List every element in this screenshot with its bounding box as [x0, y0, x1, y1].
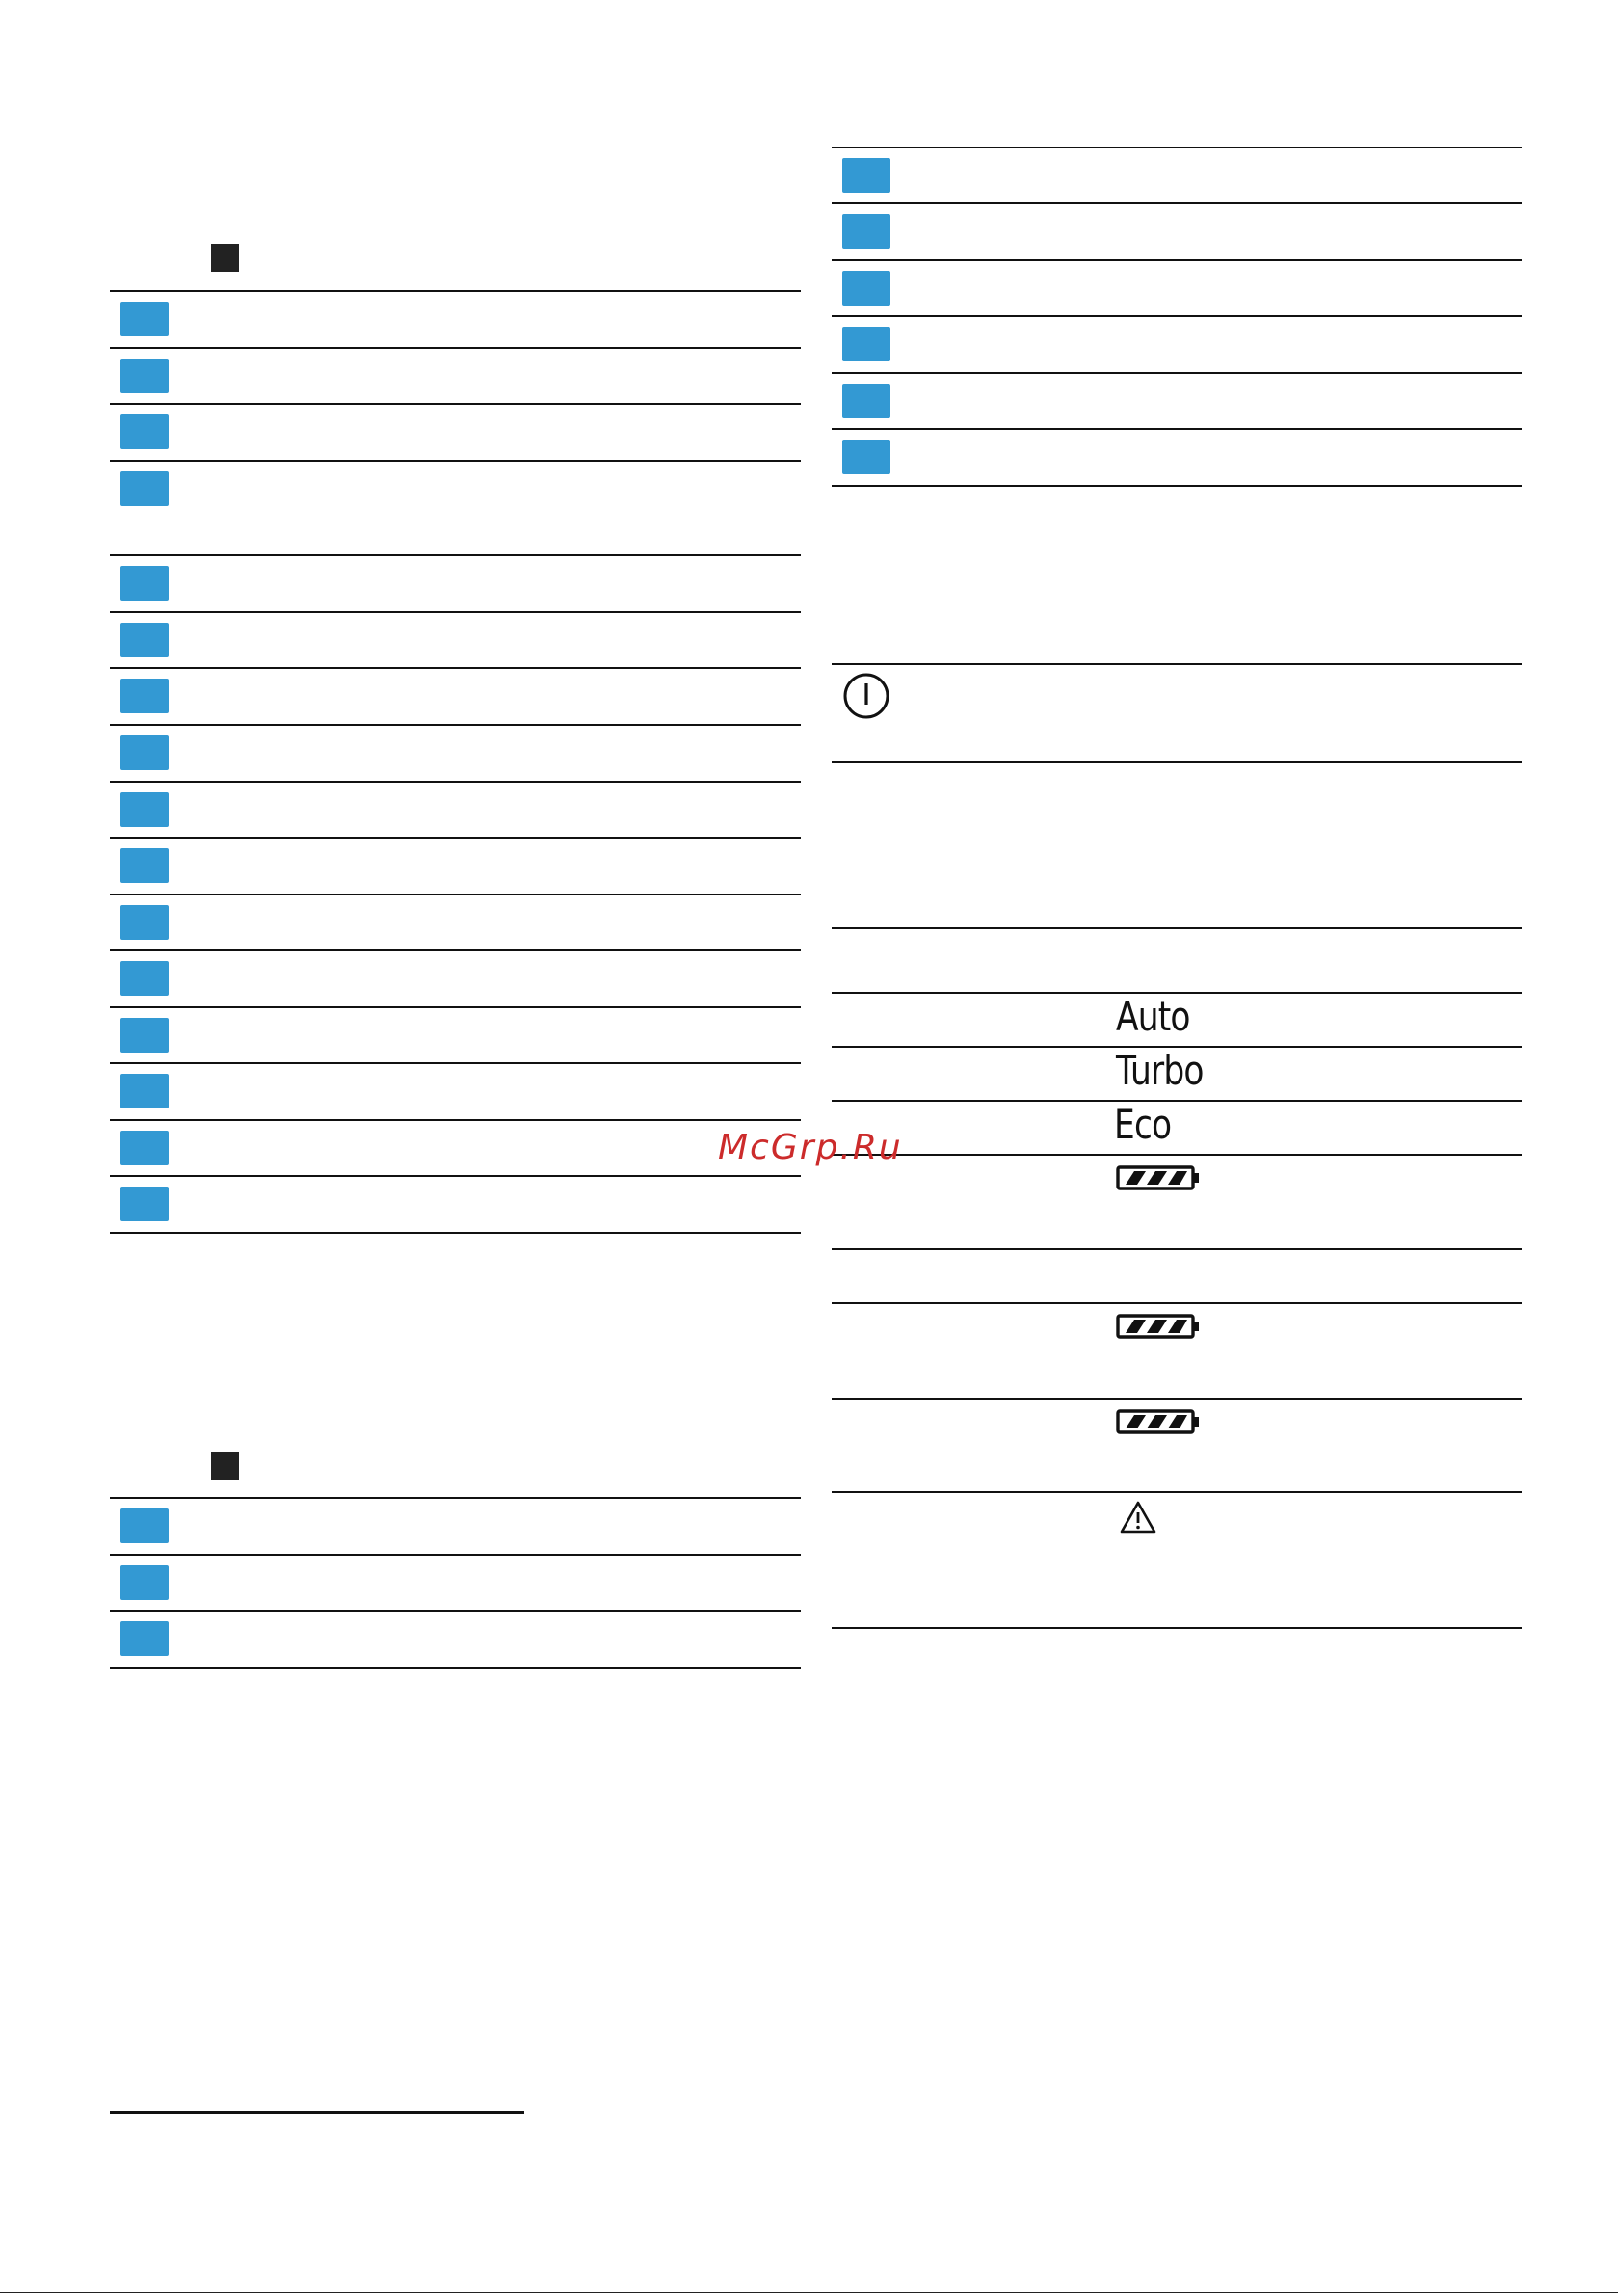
number-badge [120, 1187, 169, 1221]
row-divider [110, 1006, 801, 1008]
row-divider [832, 1100, 1522, 1102]
number-badge [120, 1565, 169, 1600]
number-badge [842, 158, 890, 193]
row-divider [110, 1062, 801, 1064]
power-row-top-rule [832, 663, 1522, 665]
row-divider [110, 724, 801, 726]
number-badge [120, 792, 169, 827]
warning-icon [1118, 1499, 1158, 1535]
mode-label-eco: Eco [1114, 1101, 1172, 1148]
number-badge [120, 1018, 169, 1053]
table-b-top-rule [110, 1497, 801, 1499]
section-a-marker-square [211, 244, 239, 272]
battery-icon [1116, 1164, 1201, 1191]
row-divider [110, 403, 801, 405]
row-divider [832, 1154, 1522, 1156]
table-c-top-rule [832, 147, 1522, 148]
row-divider [832, 1398, 1522, 1400]
row-divider [110, 949, 801, 951]
mode-table-top-rule [832, 927, 1522, 929]
number-badge [120, 359, 169, 393]
battery-icon [1116, 1408, 1201, 1435]
row-divider [832, 428, 1522, 430]
watermark-text: McGrp.Ru [718, 1128, 903, 1167]
table-a-top-rule [110, 290, 801, 292]
number-badge [120, 1508, 169, 1543]
row-divider [832, 1302, 1522, 1304]
number-badge [120, 566, 169, 601]
battery-icon [1116, 1313, 1201, 1340]
number-badge [120, 679, 169, 713]
row-divider [110, 554, 801, 556]
number-badge [120, 1621, 169, 1656]
mode-label-auto: Auto [1116, 993, 1190, 1040]
row-divider [832, 372, 1522, 374]
mode-label-turbo: Turbo [1116, 1047, 1204, 1094]
number-badge [842, 440, 890, 474]
row-divider [110, 667, 801, 669]
row-divider [110, 460, 801, 462]
number-badge [120, 623, 169, 657]
number-badge [120, 735, 169, 770]
row-divider [832, 259, 1522, 261]
row-divider [832, 485, 1522, 487]
row-divider [110, 1554, 801, 1556]
row-divider [110, 611, 801, 613]
number-badge [120, 961, 169, 996]
row-divider [832, 315, 1522, 317]
row-divider [110, 1119, 801, 1121]
footnote-rule [110, 2111, 524, 2114]
row-divider [110, 1610, 801, 1612]
number-badge [842, 214, 890, 249]
row-divider [832, 1248, 1522, 1250]
power-row-bottom-rule [832, 761, 1522, 763]
number-badge [120, 471, 169, 506]
number-badge [120, 1074, 169, 1108]
number-badge [842, 327, 890, 361]
power-icon [842, 672, 890, 720]
number-badge [120, 1131, 169, 1165]
number-badge [120, 302, 169, 336]
row-divider [832, 1491, 1522, 1493]
number-badge [842, 384, 890, 418]
row-divider [110, 894, 801, 895]
row-divider [110, 1232, 801, 1234]
row-divider [110, 1175, 801, 1177]
row-divider [110, 781, 801, 783]
number-badge [120, 905, 169, 940]
row-divider [110, 1667, 801, 1669]
page-bottom-edge [0, 2292, 1618, 2293]
number-badge [842, 271, 890, 306]
row-divider [832, 202, 1522, 204]
number-badge [120, 848, 169, 883]
row-divider [110, 837, 801, 839]
row-divider [832, 1627, 1522, 1629]
row-divider [110, 347, 801, 349]
section-b-marker-square [211, 1452, 239, 1480]
number-badge [120, 414, 169, 449]
